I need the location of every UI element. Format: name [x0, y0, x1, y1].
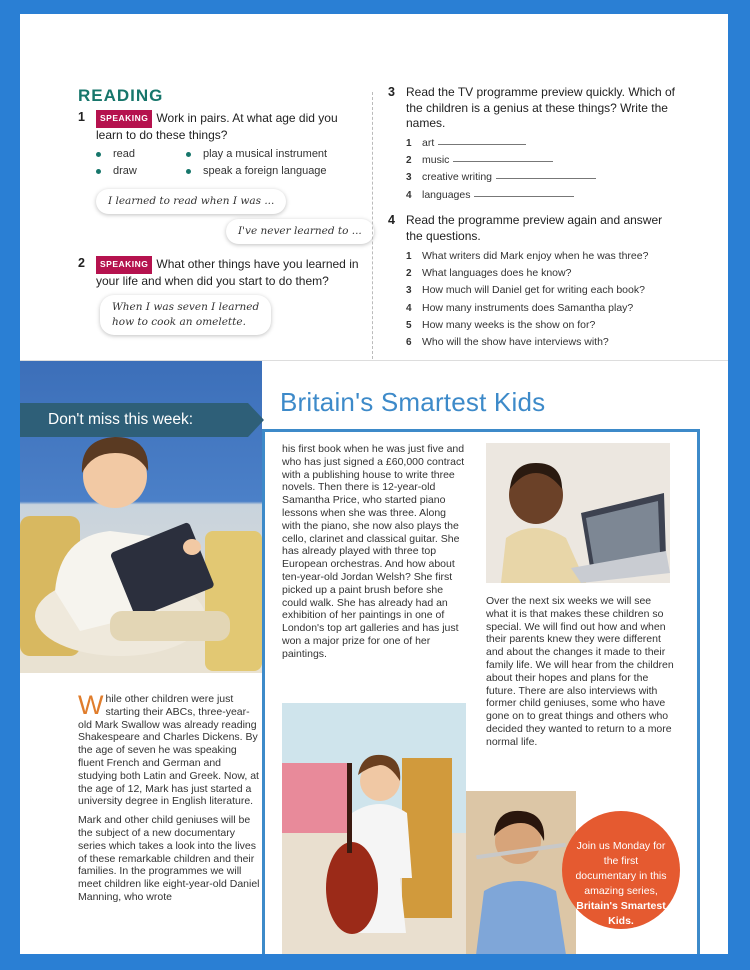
speaking-badge: SPEAKING — [96, 256, 152, 274]
girl-cello-photo — [282, 703, 466, 954]
bullet-icon — [96, 152, 101, 157]
list-item: play a musical instrument — [186, 146, 327, 163]
bullet-icon — [186, 169, 191, 174]
girl-flute-photo — [466, 791, 576, 954]
paragraph: Mark and other child geniuses will be the subject of a new documentary series which takes a look into the lives of these remarkable children and their families. In the programmes we will meet children like eight-year-old Daniel Manning, who wrote — [78, 814, 260, 903]
textbook-page — [20, 14, 728, 954]
bullet-icon — [96, 169, 101, 174]
girl-cello-illustration — [282, 703, 466, 954]
article-column-2: his first book when he was just five and who has just signed a £60,000 contract with a publishing house to write three novels. Then there is 12-year-old Samantha Price, who started piano lessons when she was three. Along with the piano, she now also plays the cello, clarinet and classical guitar. She has already played with three top European orchestras. And how about ten-year-old Jordan Welsh? She first picked up a paint brush before she could walk. She has already had an exhibition of her paintings in one of London's top art galleries and has just won a major prize for one of her paintings. — [282, 443, 465, 660]
question-list — [406, 248, 648, 351]
answer-blank[interactable] — [474, 187, 574, 197]
exercise-4 — [388, 213, 676, 244]
speaking-badge: SPEAKING — [96, 110, 152, 128]
section-title: READING — [78, 86, 164, 105]
question-item: 2 What languages does he know? — [406, 267, 572, 280]
answer-item: 4 languages — [406, 187, 596, 204]
speech-bubble: I learned to read when I was ... — [96, 189, 286, 214]
promo-text: Join us Monday for the first documentary in this amazing series, — [575, 840, 667, 897]
list-item: draw — [96, 163, 137, 180]
answer-list — [406, 135, 596, 204]
answer-item: 1 art — [406, 135, 596, 152]
article-title: Britain's Smartest Kids — [280, 387, 546, 417]
exercise-number: 4 — [388, 213, 395, 227]
list-item: speak a foreign language — [186, 163, 327, 180]
question-item: 4 How many instruments does Samantha play? — [406, 301, 634, 314]
answer-item: 2 music — [406, 152, 596, 169]
question-item: 6 Who will the show have interviews with? — [406, 336, 609, 349]
exercise-instruction: Read the programme preview again and answer the questions. — [406, 213, 663, 243]
magazine-article — [20, 360, 728, 954]
boy-laptop-illustration — [486, 443, 670, 583]
exercise-number: 2 — [78, 256, 85, 270]
exercise-1 — [78, 110, 356, 143]
exercise-instruction: Work in pairs. At what age did you learn to do these things? — [96, 111, 338, 142]
answer-item: 3 creative writing — [406, 169, 596, 186]
drop-cap: W — [78, 690, 104, 720]
question-item: 5 How many weeks is the show on for? — [406, 318, 596, 331]
column-divider — [372, 92, 373, 364]
exercise-number: 1 — [78, 110, 85, 124]
answer-blank[interactable] — [453, 152, 553, 162]
question-item: 1 What writers did Mark enjoy when he was three? — [406, 250, 649, 262]
girl-flute-illustration — [466, 791, 576, 954]
speech-bubble: I've never learned to ... — [226, 219, 374, 244]
promo-badge — [562, 811, 680, 929]
bullet-list-right — [186, 146, 327, 180]
exercise-number: 3 — [388, 85, 395, 99]
question-item: 3 How much will Daniel get for writing each book? — [406, 284, 645, 297]
promo-title: Britain's Smartest Kids. — [576, 900, 666, 927]
article-column-3: Over the next six weeks we will see what it is that makes these children so special. We will find out how and when their parents knew they were different and about the changes it made to their family life. We will hear from the children about their hopes and plans for the future. There are also interviews with former child geniuses, some who have gone on to great things and others who decided they wanted to return to a more normal life. — [486, 595, 674, 748]
exercise-instruction: Read the TV programme preview quickly. Which of the children is a genius at these things? Write the names. — [406, 85, 675, 130]
list-item: read — [96, 146, 137, 163]
exercise-2 — [78, 256, 360, 289]
article-column-1 — [78, 690, 262, 904]
answer-blank[interactable] — [438, 135, 526, 145]
bullet-icon — [186, 152, 191, 157]
exercise-3 — [388, 85, 676, 132]
exercise-instruction: What other things have you learned in your life and when did you start to do them? — [96, 257, 359, 288]
boy-laptop-photo — [486, 443, 670, 583]
bullet-list-left — [96, 146, 137, 180]
banner: Don't miss this week: — [20, 403, 248, 437]
speech-bubble: When I was seven I learned how to cook an omelette. — [100, 295, 271, 335]
answer-blank[interactable] — [496, 169, 596, 179]
paragraph: hile other children were just starting their ABCs, three-year-old Mark Swallow was already reading Shakespeare and Charles Dickens. By the age of seven he was speaking fluent French and German and studying both Latin and Greek. Now, at the age of 12, Mark has just started a university degree in English literature. — [78, 693, 259, 808]
